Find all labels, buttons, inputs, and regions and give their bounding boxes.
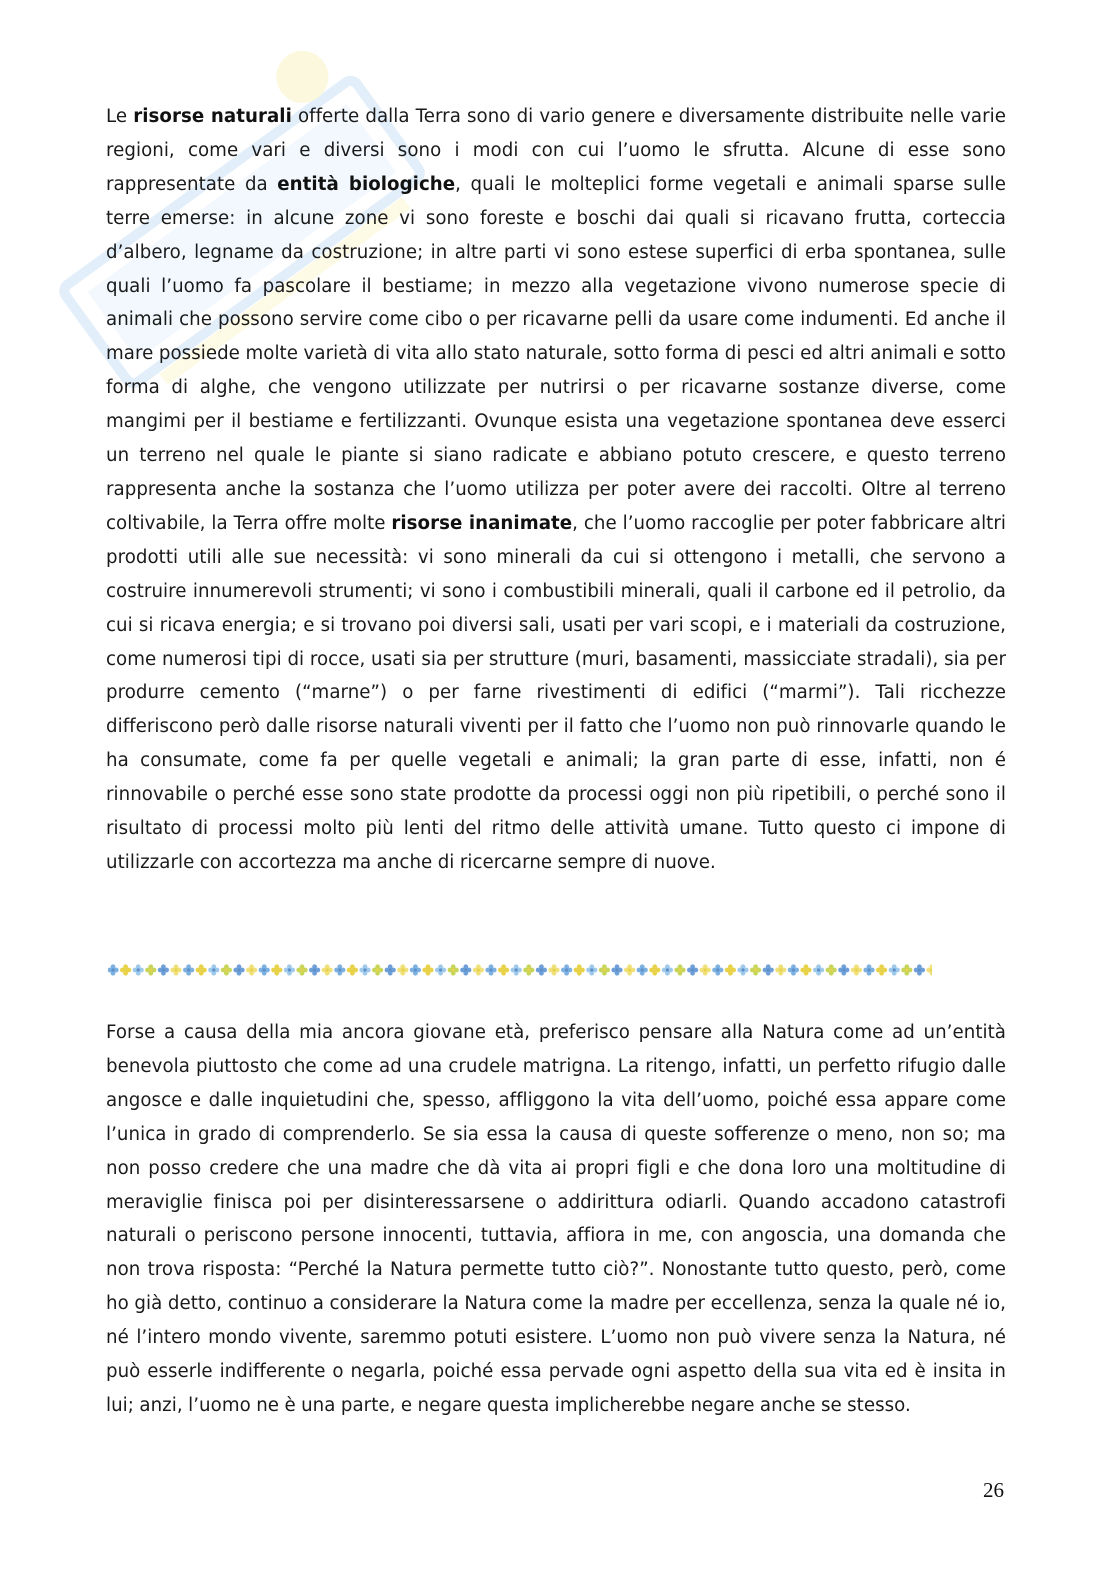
- divider-flower: [435, 964, 446, 975]
- divider-flower: [687, 964, 698, 975]
- divider-flower: [334, 964, 345, 975]
- divider-flower: [649, 964, 660, 975]
- divider-flower: [838, 964, 849, 975]
- divider-flower: [889, 964, 900, 975]
- divider-flower: [183, 964, 194, 975]
- divider-flower: [208, 964, 219, 975]
- divider-flower: [511, 964, 522, 975]
- divider-flower: [788, 964, 799, 975]
- divider-flower: [813, 964, 824, 975]
- divider-flower: [322, 964, 333, 975]
- divider-flower: [133, 964, 144, 975]
- divider-flower: [700, 964, 711, 975]
- flower-border-icon: [108, 960, 932, 980]
- divider-flower: [574, 964, 585, 975]
- divider-flower: [737, 964, 748, 975]
- divider-flower: [108, 964, 119, 975]
- divider-flower: [599, 964, 610, 975]
- divider-flower: [158, 964, 169, 975]
- divider-flower: [498, 964, 509, 975]
- divider-flower: [926, 964, 932, 975]
- divider-flower: [246, 964, 257, 975]
- divider-flower: [422, 964, 433, 975]
- divider-flower: [359, 964, 370, 975]
- divider-flower: [548, 964, 559, 975]
- divider-flower: [901, 964, 912, 975]
- divider-flower: [624, 964, 635, 975]
- divider-flower: [448, 964, 459, 975]
- divider-flower: [397, 964, 408, 975]
- page-number: 26: [983, 1478, 1004, 1502]
- divider-flower: [637, 964, 648, 975]
- divider-flower: [460, 964, 471, 975]
- paragraph-risorse-naturali: [106, 100, 1006, 880]
- text-run: , che l’uomo raccoglie per poter fabbricare altri prodotti utili alle sue necessità: vi sono minerali da cui si ottengono i metalli, che servono a costruire innumerevoli strumenti; vi sono i combustibili minerali, quali il carbone ed il petrolio, da cui si ricava energia; e si trovano poi diversi sali, usati per vari scopi, e i materiali da costruzione, come numerosi tipi di rocce, usati sia per strutture (muri, basamenti, massicciate stradali), sia per produrre cemento (“marne”) o per farne rivestimenti di edifici (“marmi”). Tali ricchezze differiscono però dalle risorse naturali viventi per il fatto che l’uomo non può rinnovarle quando le ha consumate, come fa per quelle vegetali e animali; la gran parte di esse, infatti, non é rinnovabile o perché esse sono state prodotte da processi oggi non più ripetibili, o perché sono il risultato di processi molto più lenti del ritmo delle attività umane. Tutto questo ci impone di utilizzarle con accortezza ma anche di ricercarne sempre di nuove.: [106, 512, 1006, 873]
- divider-flower: [750, 964, 761, 975]
- divider-flower: [763, 964, 774, 975]
- divider-flower: [674, 964, 685, 975]
- text-run: Le: [106, 106, 134, 127]
- divider-flower: [347, 964, 358, 975]
- divider-flower: [170, 964, 181, 975]
- divider-flower: [120, 964, 131, 975]
- bold-term-risorse-naturali: risorse naturali: [133, 106, 292, 127]
- divider-flower: [410, 964, 421, 975]
- divider-flower: [385, 964, 396, 975]
- divider-flower: [473, 964, 484, 975]
- divider-flower: [233, 964, 244, 975]
- paragraph-natura: Forse a causa della mia ancora giovane età, preferisco pensare alla Natura come ad un’entità benevola piuttosto che come ad una crudele matrigna. La ritengo, infatti, un perfetto rifugio dalle angosce e dalle inquietudini che, spesso, affliggono la vita dell’uomo, poiché essa appare come l’unica in grado di comprenderlo. Se sia essa la causa di queste sofferenze o meno, non so; ma non posso credere che una madre che dà vita ai propri figli e che dona loro una moltitudine di meraviglie finisca poi per disinteressarsene o addirittura odiarli. Quando accadono catastrofi naturali o periscono persone innocenti, tuttavia, affiora in me, con angoscia, una domanda che non trova risposta: “Perché la Natura permette tutto ciò?”. Nonostante tutto questo, però, come ho già detto, continuo a considerare la Natura come la madre per eccellenza, senza la quale né io, né l’intero mondo vivente, saremmo potuti esistere. L’uomo non può vivere senza la Natura, né può esserle indifferente o negarla, poiché essa pervade ogni aspetto della sua vita ed è insita in lui; anzi, l’uomo ne è una parte, e negare questa implicherebbe negare anche se stesso.: [106, 1022, 1006, 1416]
- divider-flower: [523, 964, 534, 975]
- divider-flower: [712, 964, 723, 975]
- divider-flower: [296, 964, 307, 975]
- divider-flower: [611, 964, 622, 975]
- divider-flower: [145, 964, 156, 975]
- divider-flower: [851, 964, 862, 975]
- divider-flower: [876, 964, 887, 975]
- divider-flower: [259, 964, 270, 975]
- divider-flower: [863, 964, 874, 975]
- divider-flower: [485, 964, 496, 975]
- text-run: offerte dalla Terra sono di vario genere e diversamente distribuite nelle varie regioni, come vari e diversi sono i modi con cui l’uomo le sfrutta. Alcune di esse sono rappresentate da: [106, 106, 1006, 195]
- divider-flower: [725, 964, 736, 975]
- text-run: , quali le molteplici forme vegetali e animali sparse sulle terre emerse: in alcune zone vi sono foreste e boschi dai quali si ricavano frutta, corteccia d’albero, legname da costruzione; in altre parti vi sono estese superfici di erba spontanea, sulle quali l’uomo fa pascolare il bestiame; in mezzo alla vegetazione vivono numerose specie di animali che possono servire come cibo o per ricavarne pelli da usare come indumenti. Ed anche il mare possiede molte varietà di vita allo stato naturale, sotto forma di pesci ed altri animali e sotto forma di alghe, che vengono utilizzate per nutrirsi o per ricavarne sostanze diverse, come mangimi per il bestiame e fertilizzanti. Ovunque esista una vegetazione spontanea deve esserci un terreno nel quale le piante si siano radicate e abbiano potuto crescere, e questo terreno rappresenta anche la sostanza che l’uomo utilizza per poter avere dei raccolti. Oltre al terreno coltivabile, la Terra offre molte: [106, 173, 1006, 534]
- divider-flower: [662, 964, 673, 975]
- bold-term-risorse-inanimate: risorse inanimate: [391, 512, 573, 534]
- divider-flower: [284, 964, 295, 975]
- divider-flower: [800, 964, 811, 975]
- divider-flower: [914, 964, 925, 975]
- divider-flower: [196, 964, 207, 975]
- divider-flower: [221, 964, 232, 975]
- divider-flower: [536, 964, 547, 975]
- divider-flower: [309, 964, 320, 975]
- divider-flower: [372, 964, 383, 975]
- divider-flower: [271, 964, 282, 975]
- divider-flower: [775, 964, 786, 975]
- divider-flower: [586, 964, 597, 975]
- bold-term-entita-biologiche: entità biologiche: [277, 173, 456, 195]
- divider-flower: [561, 964, 572, 975]
- divider-flower: [826, 964, 837, 975]
